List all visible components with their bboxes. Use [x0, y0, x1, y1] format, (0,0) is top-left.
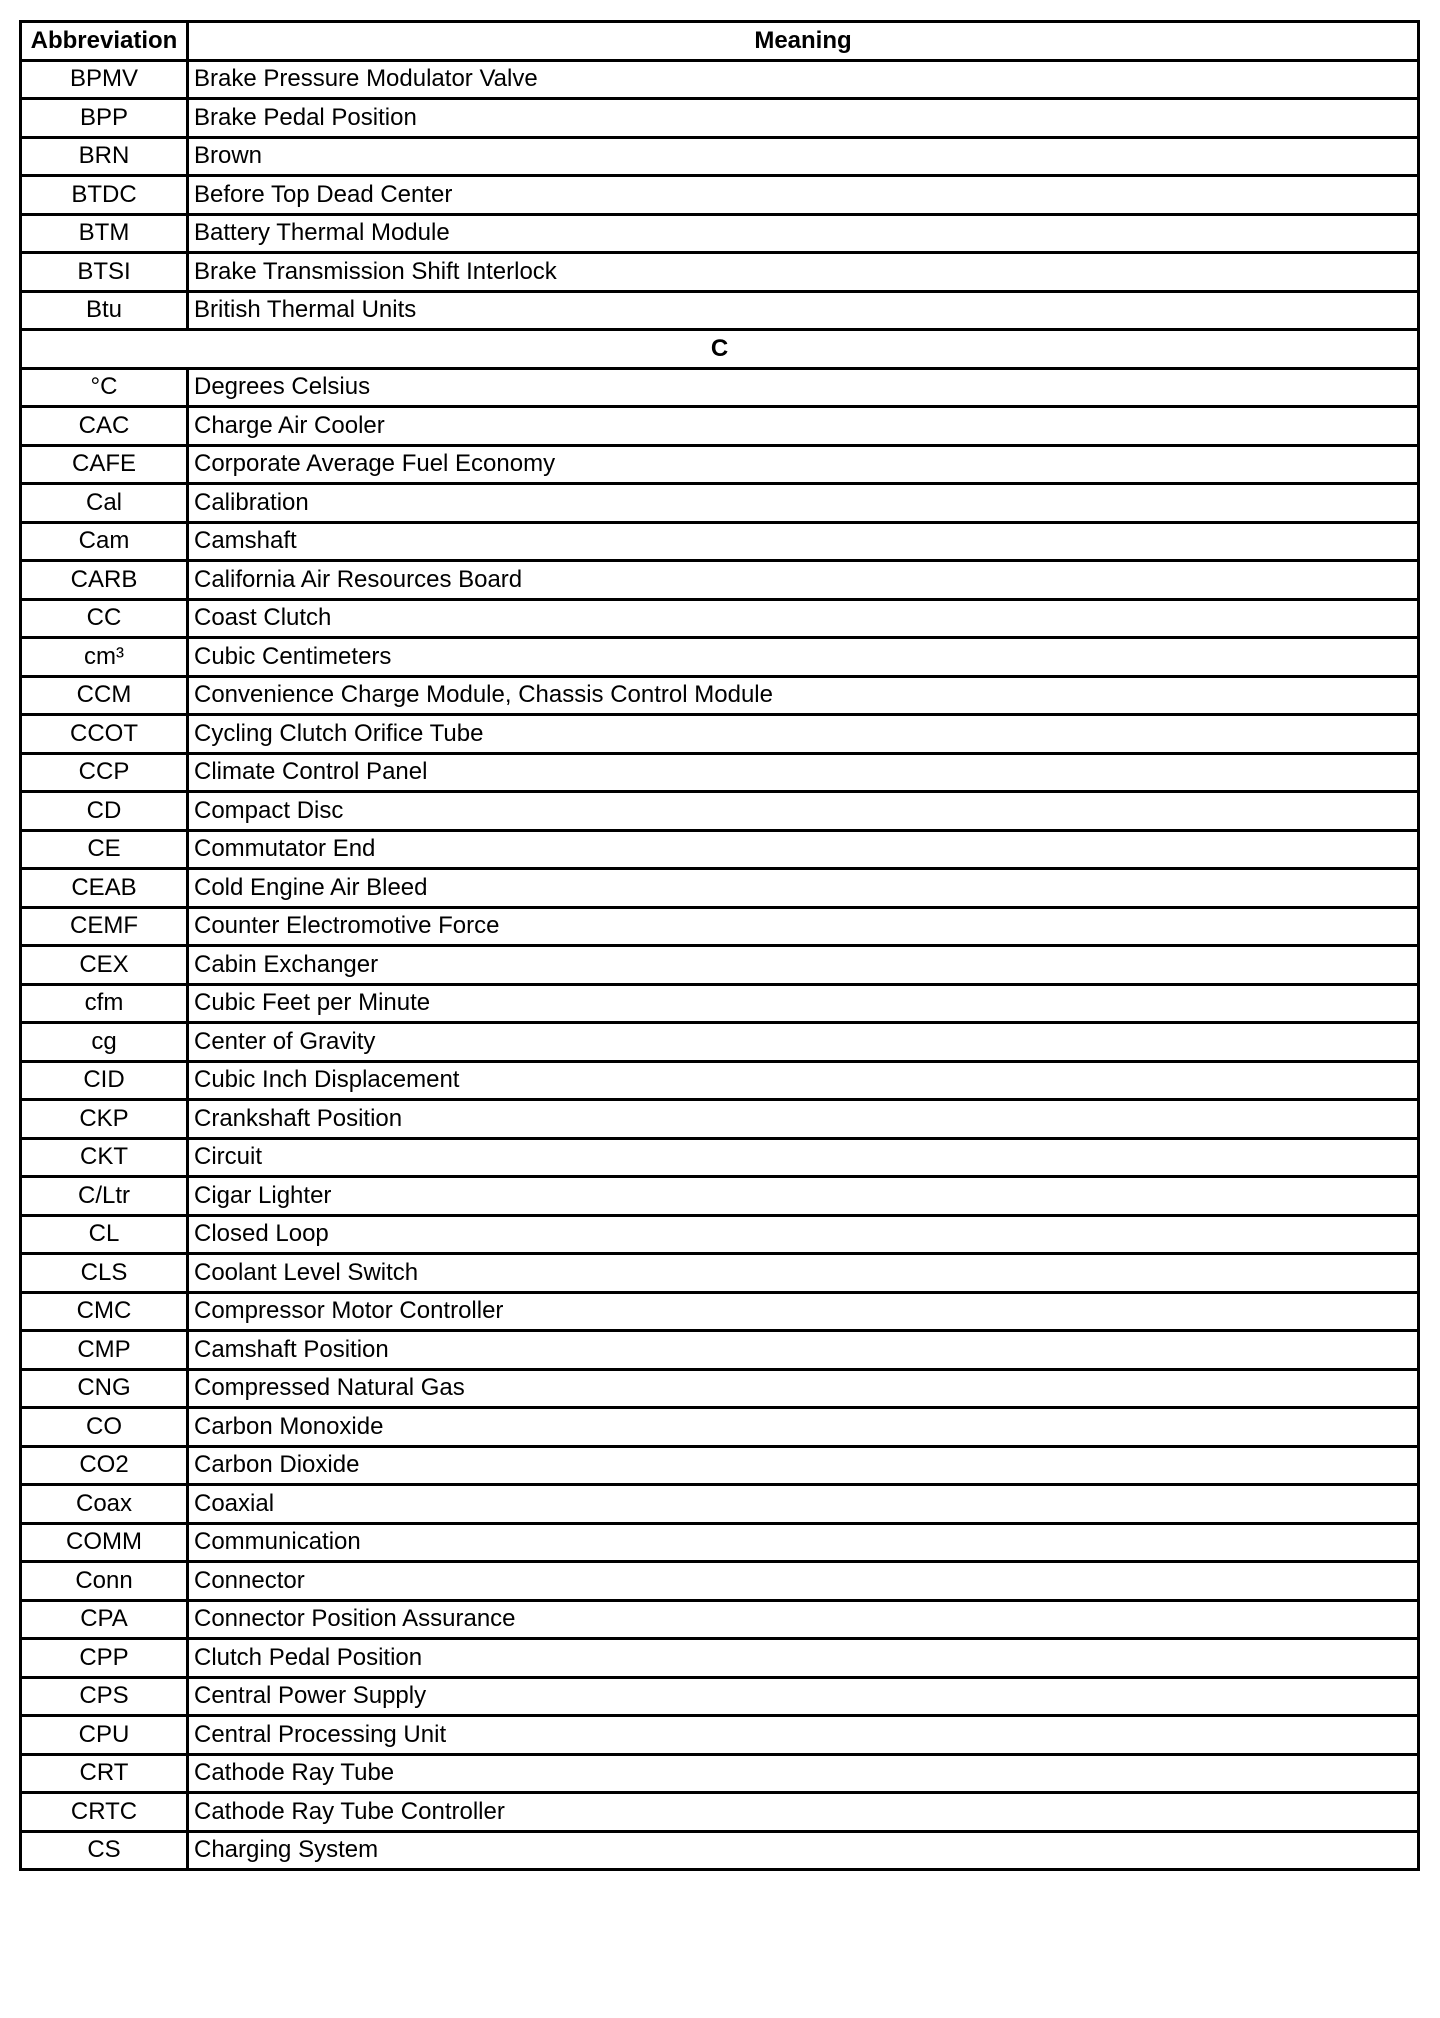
meaning-cell: Commutator End	[188, 830, 1419, 869]
meaning-cell: Battery Thermal Module	[188, 214, 1419, 253]
abbreviation-cell: CMP	[21, 1331, 188, 1370]
abbreviation-cell: BTSI	[21, 253, 188, 292]
table-row	[21, 484, 1419, 523]
abbreviation-cell: CRT	[21, 1754, 188, 1793]
abbreviation-cell: cfm	[21, 984, 188, 1023]
table-row	[21, 1215, 1419, 1254]
meaning-cell: California Air Resources Board	[188, 561, 1419, 600]
abbreviation-cell: BRN	[21, 137, 188, 176]
abbreviation-cell: CCP	[21, 753, 188, 792]
table-row	[21, 1100, 1419, 1139]
meaning-cell: Coast Clutch	[188, 599, 1419, 638]
meaning-cell: Cycling Clutch Orifice Tube	[188, 715, 1419, 754]
header-meaning: Meaning	[188, 22, 1419, 61]
table-row	[21, 1716, 1419, 1755]
abbreviation-cell: CKT	[21, 1138, 188, 1177]
meaning-cell: Connector	[188, 1562, 1419, 1601]
meaning-cell: Counter Electromotive Force	[188, 907, 1419, 946]
table-row	[21, 1254, 1419, 1293]
meaning-cell: Circuit	[188, 1138, 1419, 1177]
abbreviation-cell: cg	[21, 1023, 188, 1062]
table-row	[21, 445, 1419, 484]
table-row	[21, 1677, 1419, 1716]
meaning-cell: Cigar Lighter	[188, 1177, 1419, 1216]
meaning-cell: Brake Transmission Shift Interlock	[188, 253, 1419, 292]
table-row	[21, 1446, 1419, 1485]
abbreviation-cell: BPP	[21, 99, 188, 138]
abbreviation-cell: CS	[21, 1831, 188, 1870]
table-body	[21, 60, 1419, 1870]
abbreviation-cell: C/Ltr	[21, 1177, 188, 1216]
table-row	[21, 599, 1419, 638]
meaning-cell: Cathode Ray Tube Controller	[188, 1793, 1419, 1832]
meaning-cell: Compact Disc	[188, 792, 1419, 831]
abbreviation-cell: CEX	[21, 946, 188, 985]
abbreviation-cell: CAC	[21, 407, 188, 446]
meaning-cell: Closed Loop	[188, 1215, 1419, 1254]
meaning-cell: Cold Engine Air Bleed	[188, 869, 1419, 908]
table-row	[21, 869, 1419, 908]
abbreviation-cell: Cal	[21, 484, 188, 523]
abbreviation-cell: CEAB	[21, 869, 188, 908]
meaning-cell: Brake Pressure Modulator Valve	[188, 60, 1419, 99]
meaning-cell: Clutch Pedal Position	[188, 1639, 1419, 1678]
section-letter: C	[21, 330, 1419, 369]
meaning-cell: Camshaft	[188, 522, 1419, 561]
abbreviation-cell: BTM	[21, 214, 188, 253]
abbreviation-cell: CE	[21, 830, 188, 869]
abbreviation-cell: CCM	[21, 676, 188, 715]
meaning-cell: Carbon Dioxide	[188, 1446, 1419, 1485]
meaning-cell: Camshaft Position	[188, 1331, 1419, 1370]
abbreviation-cell: CEMF	[21, 907, 188, 946]
abbreviation-cell: CPA	[21, 1600, 188, 1639]
table-row	[21, 291, 1419, 330]
meaning-cell: Connector Position Assurance	[188, 1600, 1419, 1639]
section-row	[21, 330, 1419, 369]
table-row	[21, 1369, 1419, 1408]
abbreviation-cell: CLS	[21, 1254, 188, 1293]
table-row	[21, 715, 1419, 754]
abbreviation-cell: Btu	[21, 291, 188, 330]
abbreviation-cell: CPU	[21, 1716, 188, 1755]
meaning-cell: Crankshaft Position	[188, 1100, 1419, 1139]
meaning-cell: Before Top Dead Center	[188, 176, 1419, 215]
table-row	[21, 1831, 1419, 1870]
abbreviation-cell: CCOT	[21, 715, 188, 754]
table-row	[21, 984, 1419, 1023]
abbreviation-cell: CID	[21, 1061, 188, 1100]
table-row	[21, 753, 1419, 792]
table-row	[21, 176, 1419, 215]
table-row	[21, 1408, 1419, 1447]
table-row	[21, 253, 1419, 292]
abbreviation-cell: CMC	[21, 1292, 188, 1331]
meaning-cell: Coolant Level Switch	[188, 1254, 1419, 1293]
meaning-cell: Central Power Supply	[188, 1677, 1419, 1716]
abbreviation-cell: BTDC	[21, 176, 188, 215]
meaning-cell: Calibration	[188, 484, 1419, 523]
abbreviation-cell: CL	[21, 1215, 188, 1254]
table-row	[21, 1061, 1419, 1100]
table-row	[21, 792, 1419, 831]
table-row	[21, 522, 1419, 561]
table-row	[21, 946, 1419, 985]
meaning-cell: Brown	[188, 137, 1419, 176]
meaning-cell: Brake Pedal Position	[188, 99, 1419, 138]
meaning-cell: Carbon Monoxide	[188, 1408, 1419, 1447]
meaning-cell: Compressor Motor Controller	[188, 1292, 1419, 1331]
abbreviation-cell: cm³	[21, 638, 188, 677]
abbreviation-cell: CO2	[21, 1446, 188, 1485]
meaning-cell: Cabin Exchanger	[188, 946, 1419, 985]
meaning-cell: Compressed Natural Gas	[188, 1369, 1419, 1408]
header-abbreviation: Abbreviation	[21, 22, 188, 61]
table-row	[21, 1793, 1419, 1832]
meaning-cell: Corporate Average Fuel Economy	[188, 445, 1419, 484]
table-row	[21, 1331, 1419, 1370]
abbreviation-cell: CARB	[21, 561, 188, 600]
meaning-cell: Climate Control Panel	[188, 753, 1419, 792]
table-row	[21, 1485, 1419, 1524]
table-row	[21, 1177, 1419, 1216]
abbreviation-cell: CD	[21, 792, 188, 831]
table-row	[21, 1523, 1419, 1562]
meaning-cell: Cathode Ray Tube	[188, 1754, 1419, 1793]
abbreviation-cell: CC	[21, 599, 188, 638]
abbreviation-table	[19, 20, 1420, 1871]
table-row	[21, 1023, 1419, 1062]
table-row	[21, 561, 1419, 600]
meaning-cell: Degrees Celsius	[188, 368, 1419, 407]
table-row	[21, 1292, 1419, 1331]
table-row	[21, 60, 1419, 99]
table-row	[21, 830, 1419, 869]
table-row	[21, 407, 1419, 446]
table-row	[21, 1562, 1419, 1601]
meaning-cell: British Thermal Units	[188, 291, 1419, 330]
abbreviation-cell: °C	[21, 368, 188, 407]
abbreviation-cell: Coax	[21, 1485, 188, 1524]
abbreviation-cell: CKP	[21, 1100, 188, 1139]
meaning-cell: Cubic Inch Displacement	[188, 1061, 1419, 1100]
meaning-cell: Center of Gravity	[188, 1023, 1419, 1062]
meaning-cell: Cubic Centimeters	[188, 638, 1419, 677]
meaning-cell: Convenience Charge Module, Chassis Control Module	[188, 676, 1419, 715]
table-row	[21, 676, 1419, 715]
abbreviation-cell: CO	[21, 1408, 188, 1447]
table-row	[21, 1639, 1419, 1678]
table-header-row	[21, 22, 1419, 61]
abbreviation-cell: COMM	[21, 1523, 188, 1562]
abbreviation-cell: CPP	[21, 1639, 188, 1678]
table-row	[21, 1600, 1419, 1639]
meaning-cell: Cubic Feet per Minute	[188, 984, 1419, 1023]
abbreviation-cell: BPMV	[21, 60, 188, 99]
table-row	[21, 638, 1419, 677]
table-row	[21, 137, 1419, 176]
abbreviation-cell: CAFE	[21, 445, 188, 484]
abbreviation-cell: Cam	[21, 522, 188, 561]
meaning-cell: Coaxial	[188, 1485, 1419, 1524]
table-row	[21, 1138, 1419, 1177]
table-row	[21, 368, 1419, 407]
meaning-cell: Communication	[188, 1523, 1419, 1562]
abbreviation-cell: CPS	[21, 1677, 188, 1716]
table-row	[21, 214, 1419, 253]
table-row	[21, 99, 1419, 138]
abbreviation-cell: Conn	[21, 1562, 188, 1601]
meaning-cell: Charge Air Cooler	[188, 407, 1419, 446]
table-row	[21, 907, 1419, 946]
abbreviation-cell: CRTC	[21, 1793, 188, 1832]
meaning-cell: Central Processing Unit	[188, 1716, 1419, 1755]
meaning-cell: Charging System	[188, 1831, 1419, 1870]
abbreviation-cell: CNG	[21, 1369, 188, 1408]
table-row	[21, 1754, 1419, 1793]
